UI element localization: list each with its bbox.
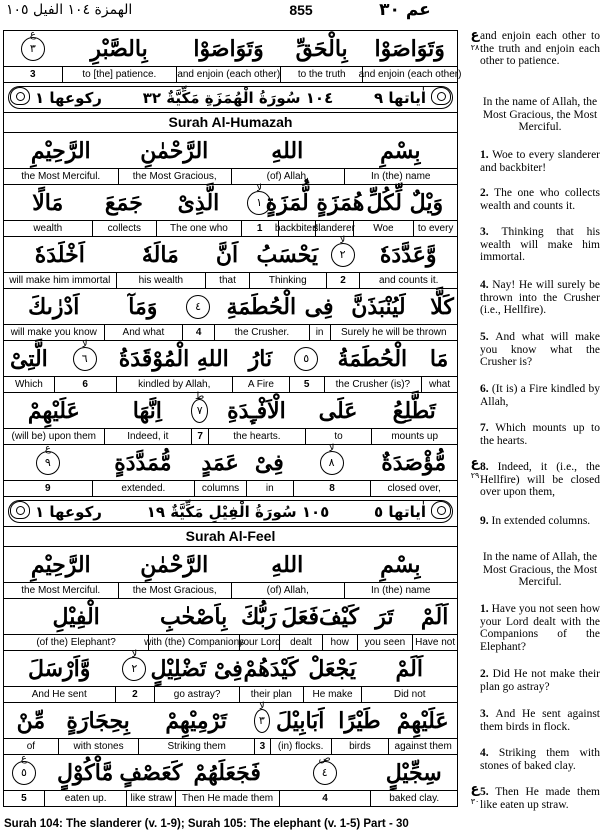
arabic-word-row (4, 599, 457, 635)
verse-number: 5 (289, 377, 324, 392)
english-gloss: baked clay. (370, 791, 457, 806)
english-gloss: the Most Gracious, (118, 169, 232, 184)
ayah-marker-cell (289, 341, 324, 376)
arabic-word: اِنَّهَا (132, 397, 162, 424)
arabic-word: فِىْ (254, 449, 284, 476)
arabic-word: فَجَعَلَهُمْ (193, 759, 261, 786)
english-gloss: to every (413, 221, 457, 236)
english-gloss: how (322, 635, 357, 650)
verse-number: 4 (182, 325, 214, 340)
pause-mark: لا (328, 443, 335, 454)
translation-verse (480, 668, 600, 693)
ruku-count: رکوعها ١ (35, 88, 102, 107)
english-gloss: Indeed, it (104, 429, 192, 444)
arabic-word-row (4, 755, 457, 791)
translation-verse (480, 786, 600, 811)
arabic-word: اللهِ (271, 137, 304, 164)
arabic-word: فَعَلَ (281, 603, 319, 630)
translation-text: and enjoin each other to the truth and enjoin each other to patience. (480, 30, 600, 67)
ayah-number-circle: ٣ (254, 709, 270, 733)
arabic-word: الرَّحْمٰنِ (140, 137, 209, 164)
translation-text: Then He made them like eaten up straw. (480, 786, 600, 811)
arabic-word: فِى (304, 293, 334, 320)
translation-verse (480, 331, 600, 369)
pause-mark: ص (318, 753, 331, 764)
ayah-number-circle: ٥ (294, 347, 318, 371)
arabic-word: مَالَهٗ (141, 241, 179, 268)
arabic-word: مَّاْكُوْلٍ (56, 759, 114, 786)
arabic-word: الْحُطَمَةِ (226, 293, 297, 320)
english-gloss: your Lord (238, 637, 281, 648)
translation-verse-number: 3. (480, 226, 502, 238)
english-gloss: in (309, 325, 330, 340)
surah-name-arabic: ١٠٤ سُورَةُ الْهُمَزَةِ مَكِّيَّةٌ ٣٢ (142, 88, 334, 107)
translation-text: The one who collects wealth and counts it. (480, 187, 601, 212)
ruku-number: ٢٨ (470, 43, 480, 52)
surah-banner (4, 83, 457, 113)
translation-text: Thinking that his wealth will make him immortal. (480, 226, 600, 263)
english-gloss: Striking them (138, 739, 253, 754)
arabic-word: سِجِّيْلٍ (385, 759, 442, 786)
english-gloss: to [the] patience. (62, 67, 176, 82)
english-gloss: the Crusher. (214, 325, 309, 340)
english-gloss: birds (331, 739, 389, 754)
english-gloss: in (246, 481, 293, 496)
ayah-number-circle: ٦ (73, 347, 97, 371)
english-gloss: Thinking (249, 273, 326, 288)
translation-text: Have you not seen how your Lord dealt with the Companions of the Elephant? (480, 603, 600, 653)
ayah-number-circle: ٥ (12, 761, 36, 785)
translation-text: Woe to every slanderer and backbiter! (480, 149, 601, 174)
english-gloss: like straw (126, 791, 175, 806)
translation-verse-number: 5. (480, 331, 496, 343)
translation-verse (480, 149, 600, 174)
english-gloss: the hearts. (208, 429, 305, 444)
arabic-word: نَارُ (248, 345, 273, 372)
ayat-count: اٰياتها ٥ (374, 502, 426, 521)
english-gloss: of (26, 741, 36, 752)
arabic-word-row (4, 393, 457, 429)
arabic-word: عَلَيْهِمْ (27, 397, 80, 424)
english-gloss: will make you know (10, 327, 97, 338)
arabic-word: يَحْسَبُ (256, 241, 319, 268)
ruku-letter: ع (470, 456, 480, 471)
english-gloss-row (4, 325, 457, 341)
verse-number: 5 (21, 793, 27, 804)
arabic-word: مَا (429, 345, 449, 372)
english-gloss-row (4, 583, 457, 599)
arabic-word: اَدْرٰىكَ (28, 293, 80, 320)
arabic-word: اللهِ (271, 551, 304, 578)
arabic-word-row (4, 445, 457, 481)
arabic-word: بِاَصْحٰبِ (159, 603, 228, 630)
translation-verse (480, 603, 600, 653)
arabic-word: بِسْمِ (380, 551, 421, 578)
english-gloss: Did not (361, 687, 457, 702)
english-gloss: mounts up (371, 429, 457, 444)
translation-text: Which mounts up to the hearts. (480, 422, 601, 447)
english-gloss: And what (104, 325, 183, 340)
arabic-word: اَخْلَدَهٗ (34, 241, 85, 268)
pause-mark: لا (339, 235, 346, 246)
arabic-word: مَالًا (32, 189, 64, 216)
pause-mark: لا (81, 339, 88, 350)
arabic-word: فِىْ تَضْلِيْلٍ (150, 655, 243, 682)
arabic-word: بِالصَّبْرِ (90, 35, 148, 62)
header-juz-name: عم ٣٠ (379, 0, 431, 20)
translation-verse-number: 9. (480, 515, 492, 527)
translation-text: And He sent against them birds in flock. (480, 708, 600, 733)
ayah-marker-cell (114, 651, 154, 686)
ayah-marker-cell (326, 237, 360, 272)
arabic-word: اَلَمْ (395, 655, 423, 682)
arabic-word-row (4, 703, 457, 739)
english-gloss: the Most Gracious, (118, 583, 232, 598)
english-gloss: what (421, 377, 457, 392)
english-gloss: the Most Merciful. (21, 171, 101, 182)
arabic-word: مِّنْ (16, 707, 46, 734)
arabic-word: كَيْفَ (319, 603, 359, 630)
surah-title: Surah Al-Feel (4, 527, 457, 547)
english-gloss: their plan (239, 687, 303, 702)
arabic-word: الرَّحِيْمِ (30, 137, 91, 164)
english-gloss: with (the) Companions (144, 637, 245, 648)
english-gloss: In (the) name (344, 169, 458, 184)
english-gloss: (of the) Elephant? (36, 637, 116, 648)
translation-verse (480, 461, 600, 499)
arabic-word: بِالْحَقِّ (295, 35, 348, 62)
translation-verse (480, 747, 600, 772)
arabic-word: اللهِ الْمُوْقَدَةُ (118, 345, 229, 372)
arabic-word: وَتَوَاصَوْا (374, 35, 445, 62)
ornament-icon (431, 87, 451, 105)
arabic-word: اَنَّ (215, 241, 239, 268)
translation-verse (480, 708, 600, 733)
ayah-number-circle: ٤ (186, 295, 210, 319)
english-gloss: closed over, (370, 481, 457, 496)
word-by-word-grid (3, 29, 462, 807)
english-gloss: and enjoin (each other) (177, 69, 281, 80)
surah-name-arabic: ١٠٥ سُورَةُ الْفِيْلِ مَكِّيَّةٌ ١٩ (146, 502, 330, 521)
ayah-number-circle: ٤ (313, 761, 337, 785)
ayah-marker-cell (241, 185, 278, 220)
pause-mark: ع (29, 29, 36, 40)
translation-text: In extended columns. (491, 515, 591, 527)
pause-mark: لا (256, 183, 262, 194)
ruku-count: رکوعها ١ (35, 502, 102, 521)
english-gloss: A Fire (232, 377, 289, 392)
english-gloss: Woe (353, 221, 414, 236)
arabic-word: لَيُنْبَذَنَّ (351, 293, 406, 320)
ayah-number-circle: ١ (247, 191, 271, 215)
arabic-word-row (4, 289, 457, 325)
translation-verse-number: 3. (480, 708, 496, 720)
arabic-word-row (4, 651, 457, 687)
ayah-number-circle: ٧ (191, 399, 208, 423)
english-gloss: and counts it. (359, 273, 457, 288)
arabic-word: الْفِيْلِ (52, 603, 100, 630)
english-gloss: (in) flocks. (270, 739, 331, 754)
arabic-word: بِحِجَارَةٍ (66, 707, 130, 734)
ruku-mark (466, 458, 484, 482)
english-gloss: Which (14, 379, 43, 390)
english-gloss: He make (303, 687, 362, 702)
arabic-word: مُّمَدَّدَةٍ (114, 449, 172, 476)
english-gloss-row (4, 221, 457, 237)
arabic-word: اَلَمْ (420, 603, 449, 630)
translation-verse (480, 226, 600, 264)
page-footer: Surah 104: The slanderer (v. 1-9); Surah 105: The elephant (v. 1-5) Part - 30 (4, 818, 409, 830)
translation-text: In the name of Allah, the Most Gracious, the Most Merciful. (482, 551, 598, 588)
arabic-word: عَلَيْهِمْ (396, 707, 449, 734)
ruku-mark (466, 30, 484, 54)
arabic-word: كَعَصْفٍ (119, 759, 183, 786)
english-gloss: extended. (92, 481, 195, 496)
translation-verse (480, 96, 600, 134)
arabic-word: تَطَّلِعُ (392, 397, 436, 424)
verse-number: 7 (191, 429, 208, 444)
english-gloss: go astray? (154, 687, 239, 702)
arabic-word: وَتَوَاصَوْا (193, 35, 264, 62)
translation-text: Indeed, it (i.e., the Hellfire) will be closed over upon them, (480, 461, 601, 498)
english-gloss-row (4, 635, 457, 651)
ayah-marker-cell (254, 703, 270, 738)
ayah-marker-cell (54, 341, 116, 376)
english-gloss-row (4, 687, 457, 703)
arabic-word-row (4, 133, 457, 169)
verse-number: 4 (279, 791, 371, 806)
translation-verse-number: 7. (480, 422, 496, 434)
surah-title: Surah Al-Humazah (4, 113, 457, 133)
english-gloss: collects (92, 221, 157, 236)
english-gloss: The one who (156, 221, 241, 236)
arabic-word-row (4, 31, 457, 67)
arabic-word: الَّذِىْ (177, 189, 220, 216)
ayah-marker-cell (4, 445, 92, 480)
english-gloss: against them (388, 739, 457, 754)
verse-number: 1 (241, 221, 278, 236)
english-gloss: the Most Merciful. (21, 585, 101, 596)
translation-text: Nay! He will surely be thrown into the Crusher (i.e., Hellfire). (480, 279, 600, 316)
arabic-word: وَيْلٌ لِّكُلِّ (366, 189, 444, 216)
arabic-word: الرَّحِيْمِ (30, 551, 91, 578)
arabic-word: بِسْمِ (380, 137, 421, 164)
arabic-word: عَمَدٍ (201, 449, 239, 476)
translation-verse-number: 2. (480, 187, 495, 199)
english-gloss: kindled by Allah, (116, 377, 232, 392)
ruku-letter: ع (470, 782, 480, 797)
translation-verse (480, 187, 600, 212)
english-gloss: (of) Allah, (231, 169, 344, 184)
arabic-word: عَلَى (318, 397, 358, 424)
english-gloss: (will be) upon them (11, 431, 97, 442)
verse-number: 2 (115, 687, 155, 702)
english-gloss: Then He made them (175, 791, 279, 806)
ayat-count: اٰياتها ٩ (374, 88, 426, 107)
translation-verse-number: 1. (480, 603, 492, 615)
english-gloss-row (4, 791, 457, 807)
pause-mark: ع (20, 753, 27, 764)
ayah-number-circle: ٨ (320, 451, 344, 475)
translation-verse (480, 383, 600, 408)
arabic-word: يَجْعَلْ (308, 655, 356, 682)
verse-number: 9 (45, 483, 51, 494)
ruku-number: ٢٩ (470, 471, 480, 480)
english-gloss: Have not (412, 635, 457, 650)
english-gloss: backbiter! (274, 223, 319, 234)
ruku-mark (466, 784, 484, 808)
ruku-letter: ع (470, 28, 480, 43)
translation-verse-number: 8. (480, 461, 498, 473)
english-gloss: dealt (279, 635, 322, 650)
arabic-word: اَبَابِيْلَ (276, 707, 325, 734)
translation-verse (480, 551, 600, 589)
english-gloss-row (4, 429, 457, 445)
ayah-marker-cell (4, 755, 44, 790)
english-gloss: the Crusher (is)? (324, 377, 422, 392)
ayah-marker-cell (4, 31, 62, 66)
arabic-word: وَّاَرْسَلَ (27, 655, 91, 682)
english-gloss-row (4, 739, 457, 755)
surah-banner-frame (8, 500, 453, 523)
arabic-word: الَّتِىْ (10, 345, 48, 372)
translation-verse (480, 422, 600, 447)
page-number: 855 (289, 2, 313, 18)
english-gloss-row (4, 377, 457, 393)
arabic-word: الرَّحْمٰنِ (140, 551, 209, 578)
english-gloss: will make him immortal (9, 275, 111, 286)
arabic-word: كَلَّا (430, 293, 454, 320)
english-gloss: you seen (357, 635, 413, 650)
arabic-word: تَرْمِيْهِمْ (165, 707, 227, 734)
ornament-icon (10, 87, 30, 105)
ornament-icon (431, 501, 451, 519)
arabic-word: مُّؤْصَدَةٌ (381, 449, 447, 476)
translation-verse (480, 30, 600, 68)
english-gloss: to the truth (280, 67, 362, 82)
translation-verse-number: 2. (480, 668, 493, 680)
ornament-icon (10, 501, 30, 519)
english-gloss: (of) Allah, (231, 583, 344, 598)
ayah-number-circle: ٩ (36, 451, 60, 475)
arabic-word-row (4, 341, 457, 377)
ayah-marker-cell (279, 755, 371, 790)
arabic-word: وَّعَدَّدَهٗ (379, 241, 437, 268)
english-gloss: to (305, 429, 372, 444)
arabic-word: وَمَآ (128, 293, 158, 320)
arabic-word: هُمَزَةٍ لُّمَزَةٍ (265, 189, 365, 216)
translation-text: In the name of Allah, the Most Gracious, the Most Merciful. (482, 96, 598, 133)
ayah-marker-cell (182, 289, 214, 324)
surah-banner (4, 497, 457, 527)
arabic-word: رَبُّكَ (241, 603, 277, 630)
arabic-word: كَيْدَهُمْ (243, 655, 299, 682)
surah-banner-frame (8, 86, 453, 109)
english-gloss: In (the) name (344, 583, 458, 598)
pause-mark: ع (44, 443, 51, 454)
verse-number: 3 (30, 69, 36, 80)
header-surah-names: الهمزة ١٠٤ الفيل ١٠٥ (6, 2, 133, 18)
arabic-word-row (4, 237, 457, 273)
arabic-word: طَيْرًا (338, 707, 381, 734)
ayah-number-circle: ٢ (331, 243, 355, 267)
english-gloss-row (4, 273, 457, 289)
ayah-number-circle: ٢ (122, 657, 146, 681)
translation-verse-number: 4. (480, 279, 493, 291)
ayah-marker-cell (293, 445, 371, 480)
english-gloss: that (205, 273, 249, 288)
english-gloss: Surely he will be thrown (330, 325, 457, 340)
arabic-word: جَمَعَ (104, 189, 143, 216)
translation-text: (It is) a Fire kindled by Allah, (480, 383, 600, 408)
english-gloss-row (4, 481, 457, 497)
arabic-word: تَرَ (375, 603, 394, 630)
page-header (0, 0, 602, 22)
english-gloss-row (4, 67, 462, 83)
english-gloss: eaten up. (44, 791, 127, 806)
translation-verse (480, 279, 600, 317)
translation-text: Did He not make their plan go astray? (480, 668, 600, 693)
arabic-word-row (4, 547, 457, 583)
english-gloss: with stones (58, 739, 139, 754)
translation-verse-number: 6. (480, 383, 492, 395)
pause-mark: لا (259, 701, 265, 712)
pause-mark: لا (131, 649, 138, 660)
ayah-number-circle: ٣ (21, 37, 45, 61)
english-gloss-row (4, 169, 457, 185)
english-gloss: columns (194, 481, 246, 496)
verse-number: 3 (254, 739, 270, 754)
english-gloss: And He sent (31, 689, 87, 700)
english-gloss: slanderer (313, 223, 355, 234)
arabic-word: الْحُطَمَةُ (337, 345, 408, 372)
arabic-word: الْاَفْـِٕدَةِ (227, 397, 286, 424)
english-gloss: and enjoin (each other) (358, 69, 462, 80)
translation-text: Striking them with stones of baked clay. (480, 747, 601, 772)
translation-verse (480, 515, 600, 528)
translation-verse-number: 4. (480, 747, 499, 759)
translation-text: And what will make you know what the Crusher is? (480, 331, 601, 368)
translation-verse-number: 1. (480, 149, 493, 161)
arabic-word-row (4, 185, 457, 221)
translation-verse-number: 5. (480, 786, 496, 798)
pause-mark: ط (195, 391, 205, 402)
verse-number: 8 (293, 481, 371, 496)
ayah-marker-cell (191, 393, 208, 428)
english-gloss: wealth (33, 223, 63, 234)
verse-number: 6 (54, 377, 116, 392)
verse-number: 2 (326, 273, 360, 288)
ruku-number: ٣٠ (470, 797, 480, 806)
english-gloss: his wealth (116, 273, 206, 288)
